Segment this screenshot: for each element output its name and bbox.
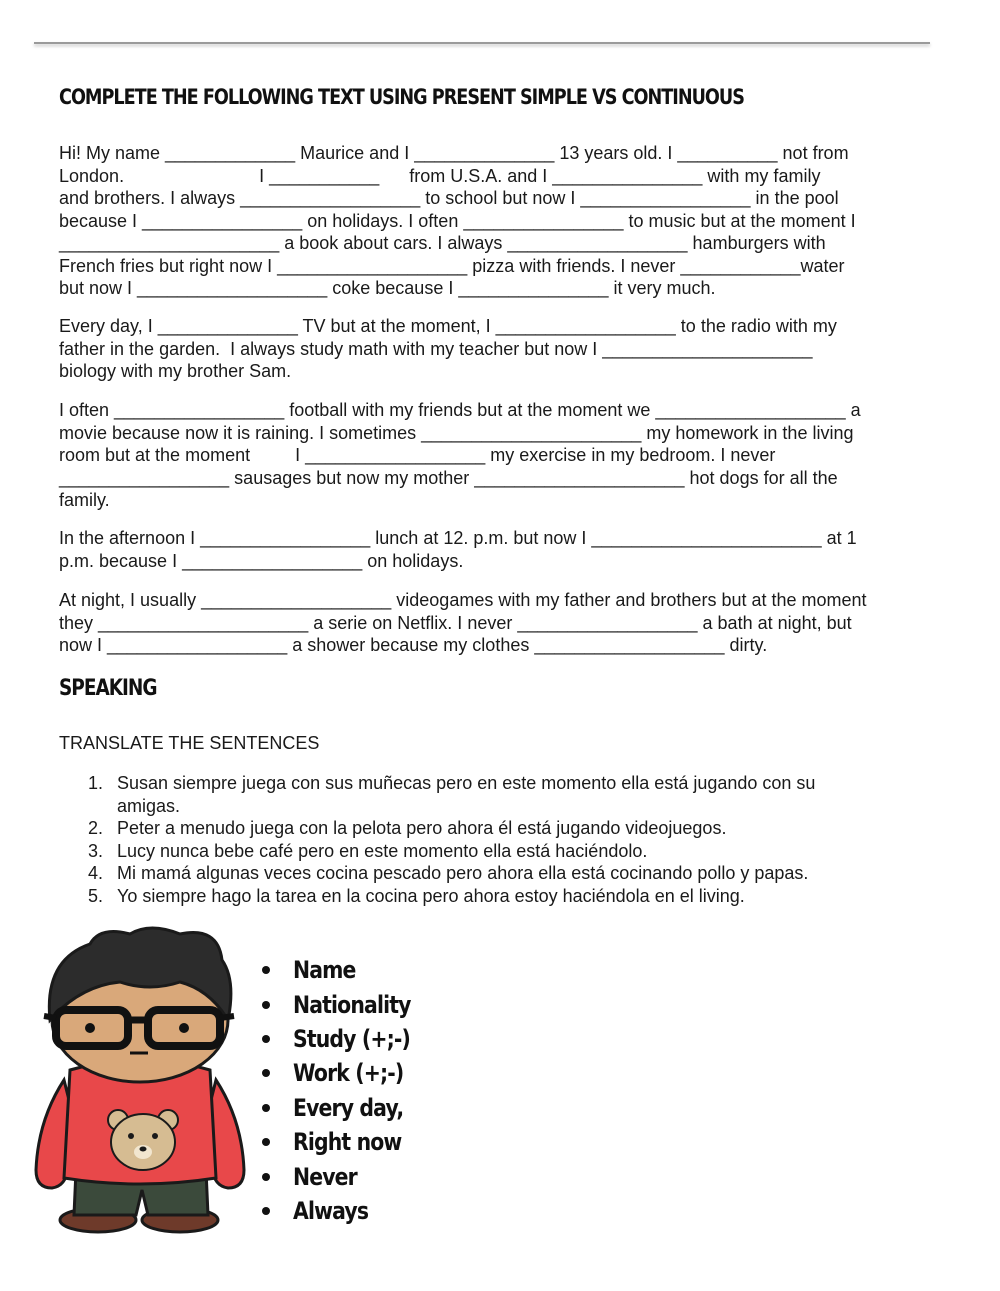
bear-right-eye <box>152 1133 158 1139</box>
paragraph-line: At night, I usually ___________________ videogames with my father and brothers but at the moment <box>59 590 867 610</box>
paragraph-line: Hi! My name _____________ Maurice and I ______________ 13 years old. I __________ not from <box>59 143 849 163</box>
list-item <box>258 1125 431 1159</box>
bear-nose <box>140 1147 147 1152</box>
speaking-heading: SPEAKING <box>59 676 157 701</box>
exercise-paragraph-3 <box>59 399 944 512</box>
bullet-icon <box>262 966 270 974</box>
list-item <box>82 817 912 840</box>
paragraph-line: _________________ sausages but now my mother _____________________ hot dogs for all the <box>59 467 838 488</box>
exercise-paragraph-5 <box>59 589 944 657</box>
sentence-line: Peter a menudo juega con la pelota pero ahora él está jugando videojuegos. <box>117 818 727 838</box>
paragraph-line: because I ________________ on holidays. I often ________________ to music but at the moment I <box>59 210 856 231</box>
topic-label: Work (+;-) <box>293 1059 404 1088</box>
list-item <box>258 1056 431 1090</box>
glasses-left-arm <box>44 1016 56 1018</box>
paragraph-line: I often _________________ football with my friends but at the moment we ___________________ a <box>59 400 861 420</box>
paragraph-line: and brothers. I always __________________ to school but now I _________________ in the pool <box>59 188 839 208</box>
boy-character-illustration <box>30 920 250 1235</box>
topic-label: Always <box>293 1196 369 1225</box>
topic-label: Name <box>293 956 356 985</box>
sentence-line: Susan siempre juega con sus muñecas pero en este momento ella está jugando con su <box>117 773 816 793</box>
paragraph-line: In the afternoon I _________________ lunch at 12. p.m. but now I _______________________ at 1 <box>59 528 857 548</box>
exercise-paragraph-1 <box>59 142 944 300</box>
paragraph-line: room but at the moment I __________________ my exercise in my bedroom. I never <box>59 445 776 465</box>
list-item <box>258 1159 431 1193</box>
right-eye <box>179 1023 189 1033</box>
bear-left-eye <box>128 1133 134 1139</box>
list-number: 2. <box>88 818 104 838</box>
paragraph-line: p.m. because I __________________ on holidays. <box>59 550 464 571</box>
list-item <box>258 1091 431 1125</box>
list-number: 5. <box>88 885 104 906</box>
paragraph-line: father in the garden. I always study math with my teacher but now I _____________________ <box>59 338 813 359</box>
bullet-icon <box>262 1001 270 1009</box>
bullet-icon <box>262 1069 270 1077</box>
paragraph-line: but now I ___________________ coke because I _______________ it very much. <box>59 278 716 298</box>
list-number: 3. <box>88 840 104 861</box>
list-item <box>258 987 431 1021</box>
paragraph-line: ______________________ a book about cars. I always __________________ hamburgers with <box>59 233 826 253</box>
paragraph-line: Every day, I ______________ TV but at the moment, I __________________ to the radio with my <box>59 316 837 336</box>
top-rule <box>34 42 930 44</box>
topic-label: Every day, <box>293 1093 404 1122</box>
paragraph-line: movie because now it is raining. I sometimes ______________________ my homework in the living <box>59 422 854 443</box>
bullet-icon <box>262 1138 270 1146</box>
list-item <box>82 885 912 908</box>
list-item <box>82 862 912 885</box>
bullet-icon <box>262 1035 270 1043</box>
bear-face-icon <box>111 1114 175 1170</box>
paragraph-line: now I __________________ a shower because my clothes ___________________ dirty. <box>59 635 768 655</box>
translate-instruction: TRANSLATE THE SENTENCES <box>59 733 320 753</box>
list-item <box>82 772 912 817</box>
paragraph-line: family. <box>59 490 110 510</box>
topic-label: Study (+;-) <box>293 1024 410 1053</box>
exercise-paragraph-4 <box>59 527 944 572</box>
list-item <box>258 1022 431 1056</box>
topic-label: Never <box>293 1162 357 1191</box>
list-item <box>258 1194 431 1228</box>
sentence-line: amigas. <box>117 795 181 816</box>
translation-list <box>82 772 912 907</box>
left-eye <box>85 1023 95 1033</box>
list-number: 1. <box>88 773 104 793</box>
topic-label: Nationality <box>293 990 411 1019</box>
sentence-line: Mi mamá algunas veces cocina pescado pero ahora ella está cocinando pollo y papas. <box>117 863 809 883</box>
speaking-topics-list <box>258 953 431 1228</box>
list-item <box>82 840 912 863</box>
sentence-line: Lucy nunca bebe café pero en este momento ella está haciéndolo. <box>117 840 648 861</box>
bullet-icon <box>262 1173 270 1181</box>
bullet-icon <box>262 1104 270 1112</box>
exercise-paragraph-2 <box>59 315 944 383</box>
paragraph-line: London. I ___________ from U.S.A. and I _______________ with my family <box>59 165 821 186</box>
sentence-line: Yo siempre hago la tarea en la cocina pero ahora estoy haciéndola en el living. <box>117 885 745 906</box>
glasses-right-arm <box>220 1016 234 1018</box>
paragraph-line: French fries but right now I ___________________ pizza with friends. I never ____________water <box>59 255 845 276</box>
paragraph-line: they _____________________ a serie on Netflix. I never __________________ a bath at night, but <box>59 612 852 633</box>
page-title: COMPLETE THE FOLLOWING TEXT USING PRESENT SIMPLE VS CONTINUOUS <box>59 85 744 109</box>
topic-label: Right now <box>293 1128 402 1157</box>
paragraph-line: biology with my brother Sam. <box>59 361 292 381</box>
list-item <box>258 953 431 987</box>
list-number: 4. <box>88 863 104 883</box>
bullet-icon <box>262 1207 270 1215</box>
